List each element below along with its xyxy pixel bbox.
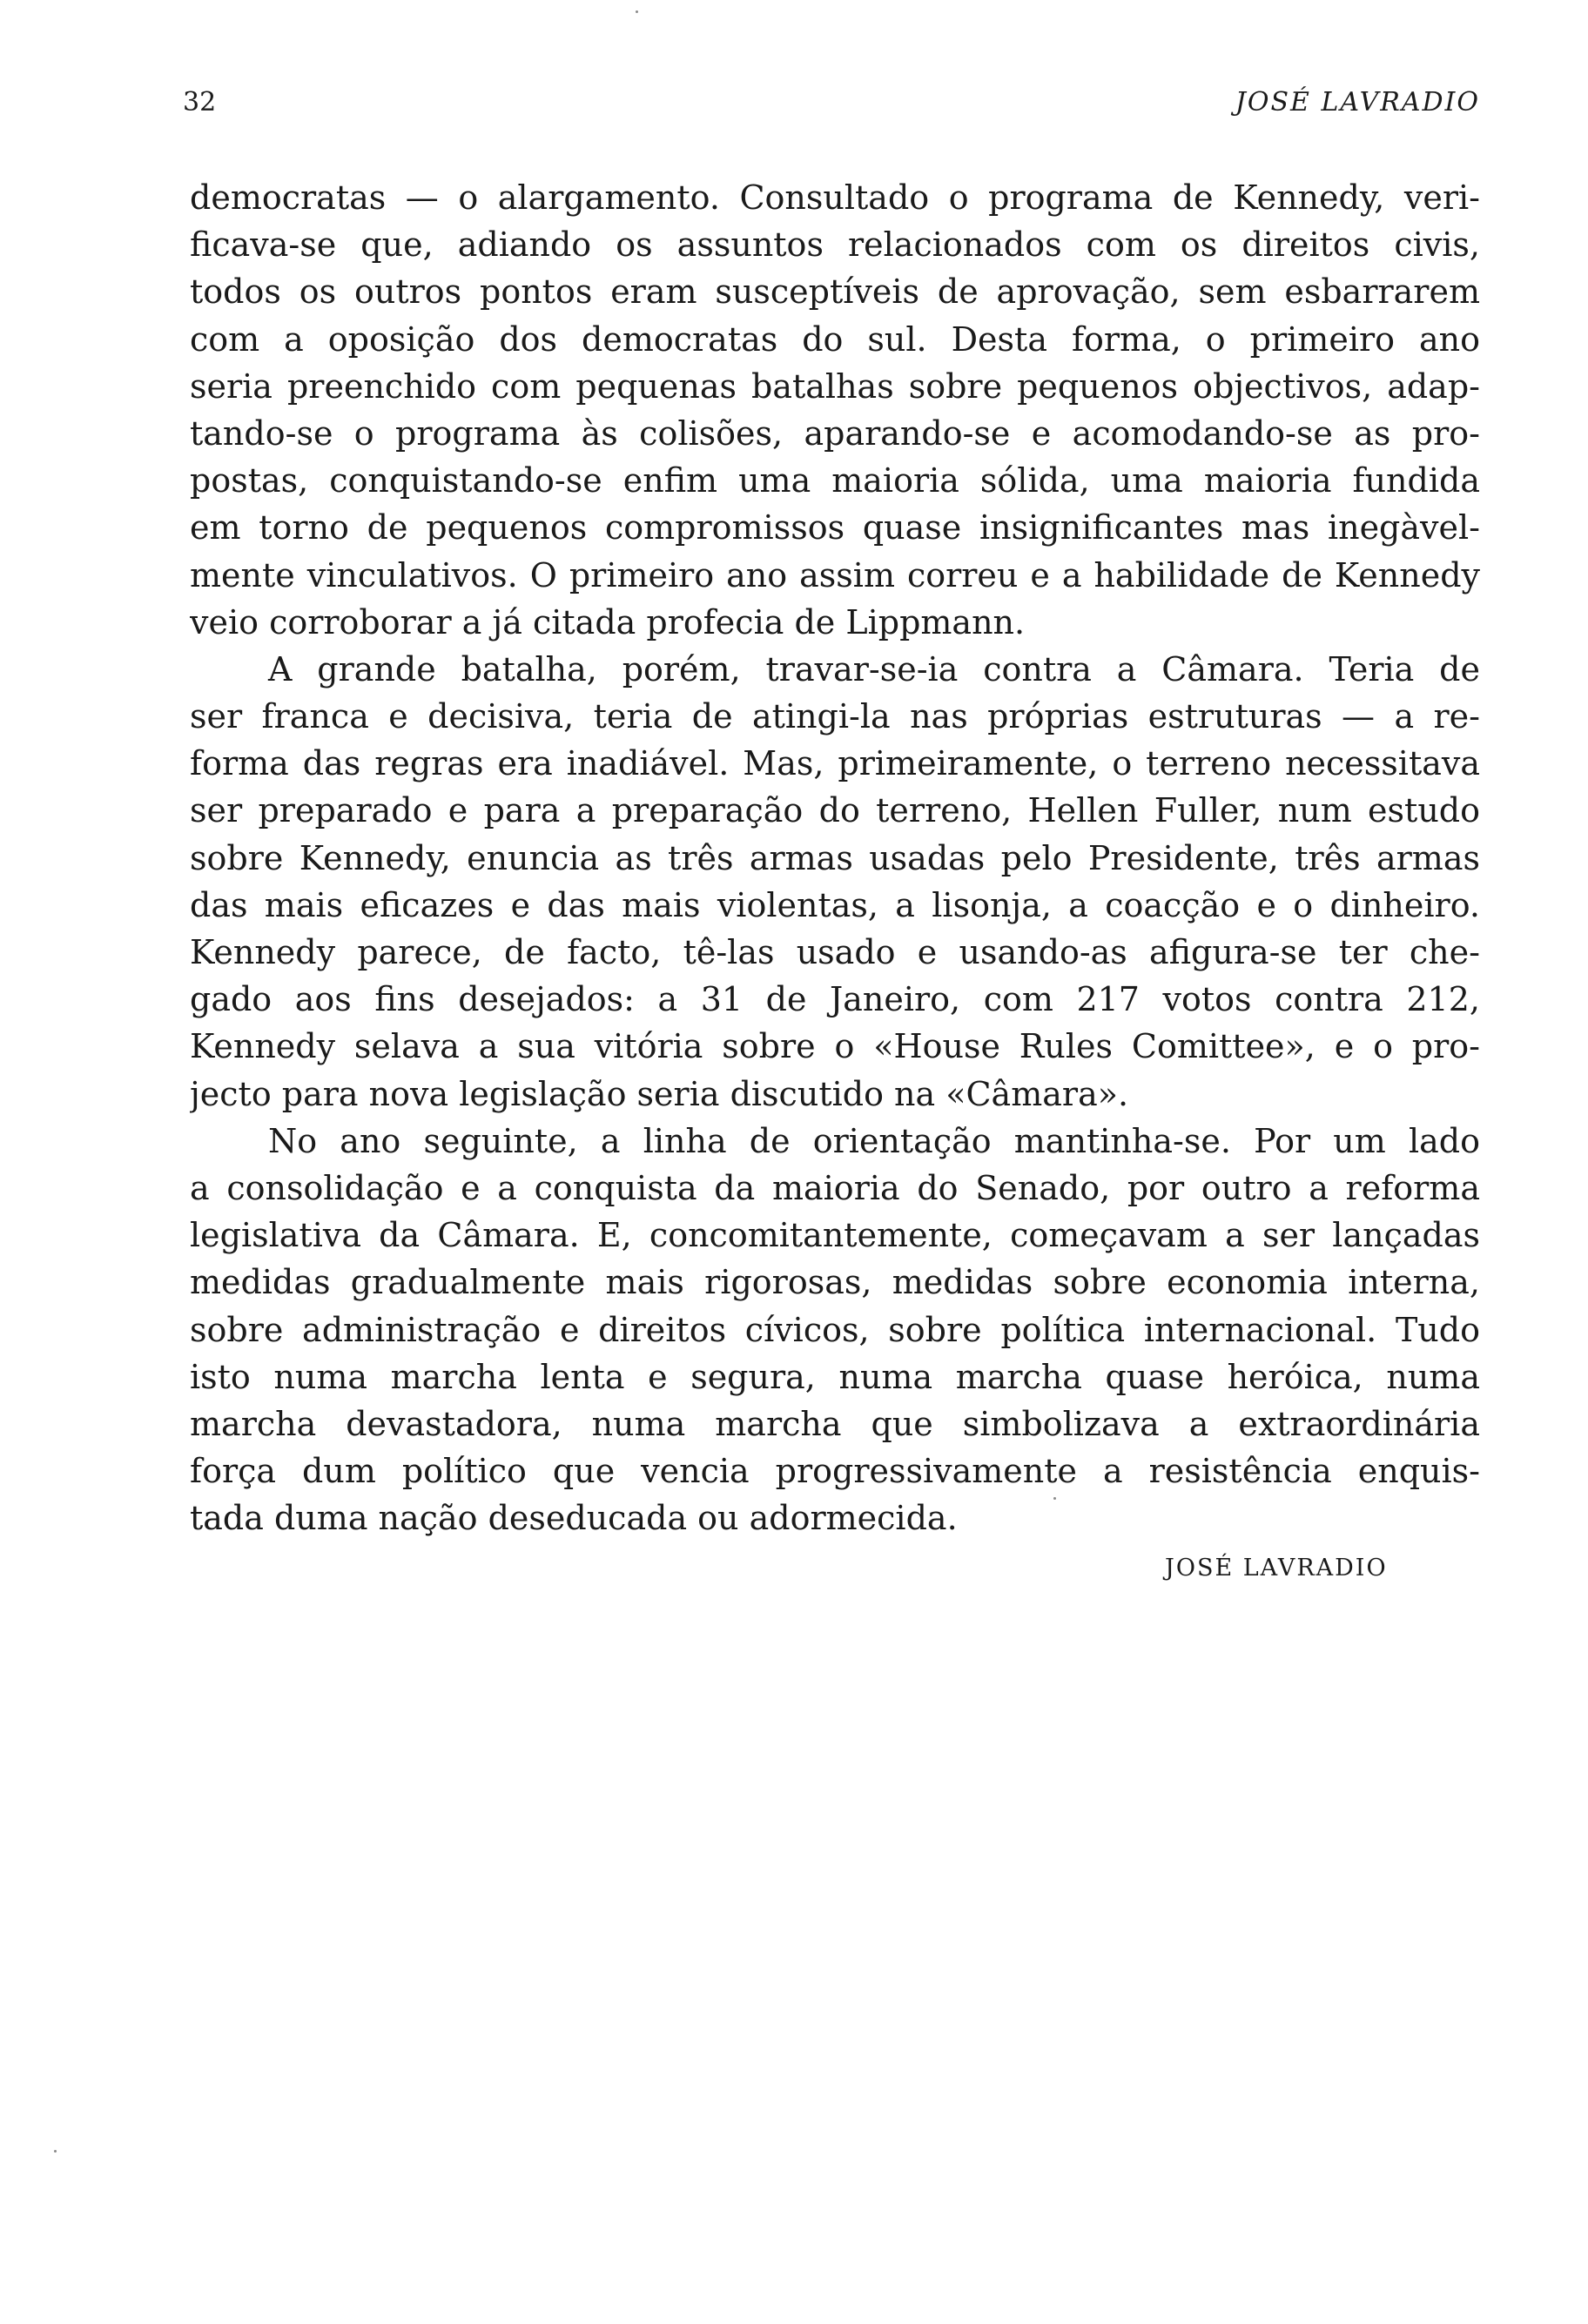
text-line: veio corroborar a já citada profecia de Lippmann. — [190, 602, 1026, 641]
text-line: gado aos fins desejados: a 31 de Janeiro, com 217 votos contra 212, — [190, 980, 1480, 1019]
text-line: em torno de pequenos compromissos quase insignificantes mas inegàvel- — [190, 508, 1480, 547]
article-body — [190, 174, 1480, 1541]
paragraph — [190, 646, 1480, 1118]
text-line: das mais eficazes e das mais violentas, a lisonja, a coacção e o dinheiro. — [190, 885, 1480, 924]
text-line: medidas gradualmente mais rigorosas, medidas sobre economia interna, — [190, 1263, 1480, 1302]
paragraph — [190, 1118, 1480, 1542]
text-line: A grande batalha, porém, travar-se-ia contra a Câmara. Teria de — [268, 649, 1480, 688]
text-line: jecto para nova legislação seria discutido na «Câmara». — [190, 1074, 1129, 1113]
text-line: ficava-se que, adiando os assuntos relacionados com os direitos civis, — [190, 225, 1480, 265]
text-line: sobre Kennedy, enuncia as três armas usadas pelo Presidente, três armas — [190, 838, 1480, 877]
text-line: Kennedy selava a sua vitória sobre o «House Rules Comittee», e o pro- — [190, 1027, 1480, 1066]
page-header — [183, 87, 1480, 131]
text-line: isto numa marcha lenta e segura, numa marcha quase heróica, numa — [190, 1357, 1480, 1396]
paragraph — [190, 174, 1480, 646]
text-line: seria preenchido com pequenas batalhas sobre pequenos objectivos, adap- — [190, 366, 1480, 406]
author-signature: JOSÉ LAVRADIO — [1165, 1555, 1388, 1582]
text-line: sobre administração e direitos cívicos, sobre política internacional. Tudo — [190, 1310, 1480, 1349]
text-line: força dum político que vencia progressivamente a resistência enquis- — [190, 1452, 1480, 1491]
text-line: No ano seguinte, a linha de orientação mantinha-se. Por um lado — [268, 1121, 1480, 1160]
scan-speck — [54, 2150, 57, 2153]
text-line: mente vinculativos. O primeiro ano assim correu e a habilidade de Kennedy — [190, 555, 1480, 594]
text-line: marcha devastadora, numa marcha que simbolizava a extraordinária — [190, 1404, 1480, 1443]
running-head: JOSÉ LAVRADIO — [1235, 87, 1480, 118]
text-line: postas, conquistando-se enfim uma maioria sólida, uma maioria fundida — [190, 461, 1480, 500]
scan-speck — [1053, 1497, 1056, 1500]
text-line: a consolidação e a conquista da maioria do Senado, por outro a reforma — [190, 1168, 1480, 1207]
text-line: Kennedy parece, de facto, tê-las usado e usando-as afigura-se ter che- — [190, 933, 1480, 971]
text-line: todos os outros pontos eram susceptíveis de aprovação, sem esbarrarem — [190, 272, 1480, 312]
text-line: forma das regras era inadiável. Mas, primeiramente, o terreno necessitava — [190, 744, 1480, 783]
page-number: 32 — [183, 87, 217, 118]
text-line: com a oposição dos democratas do sul. Desta forma, o primeiro ano — [190, 319, 1480, 359]
text-line: democratas — o alargamento. Consultado o programa de Kennedy, veri- — [190, 178, 1480, 217]
text-line: legislativa da Câmara. E, concomitantemente, começavam a ser lançadas — [190, 1216, 1480, 1255]
text-line: tando-se o programa às colisões, aparando-se e acomodando-se as pro- — [190, 413, 1480, 453]
text-line: ser preparado e para a preparação do terreno, Hellen Fuller, num estudo — [190, 791, 1480, 830]
text-line: ser franca e decisiva, teria de atingi-la nas próprias estruturas — a re- — [190, 697, 1480, 736]
text-line: tada duma nação deseducada ou adormecida. — [190, 1499, 958, 1538]
scan-speck — [636, 10, 638, 13]
